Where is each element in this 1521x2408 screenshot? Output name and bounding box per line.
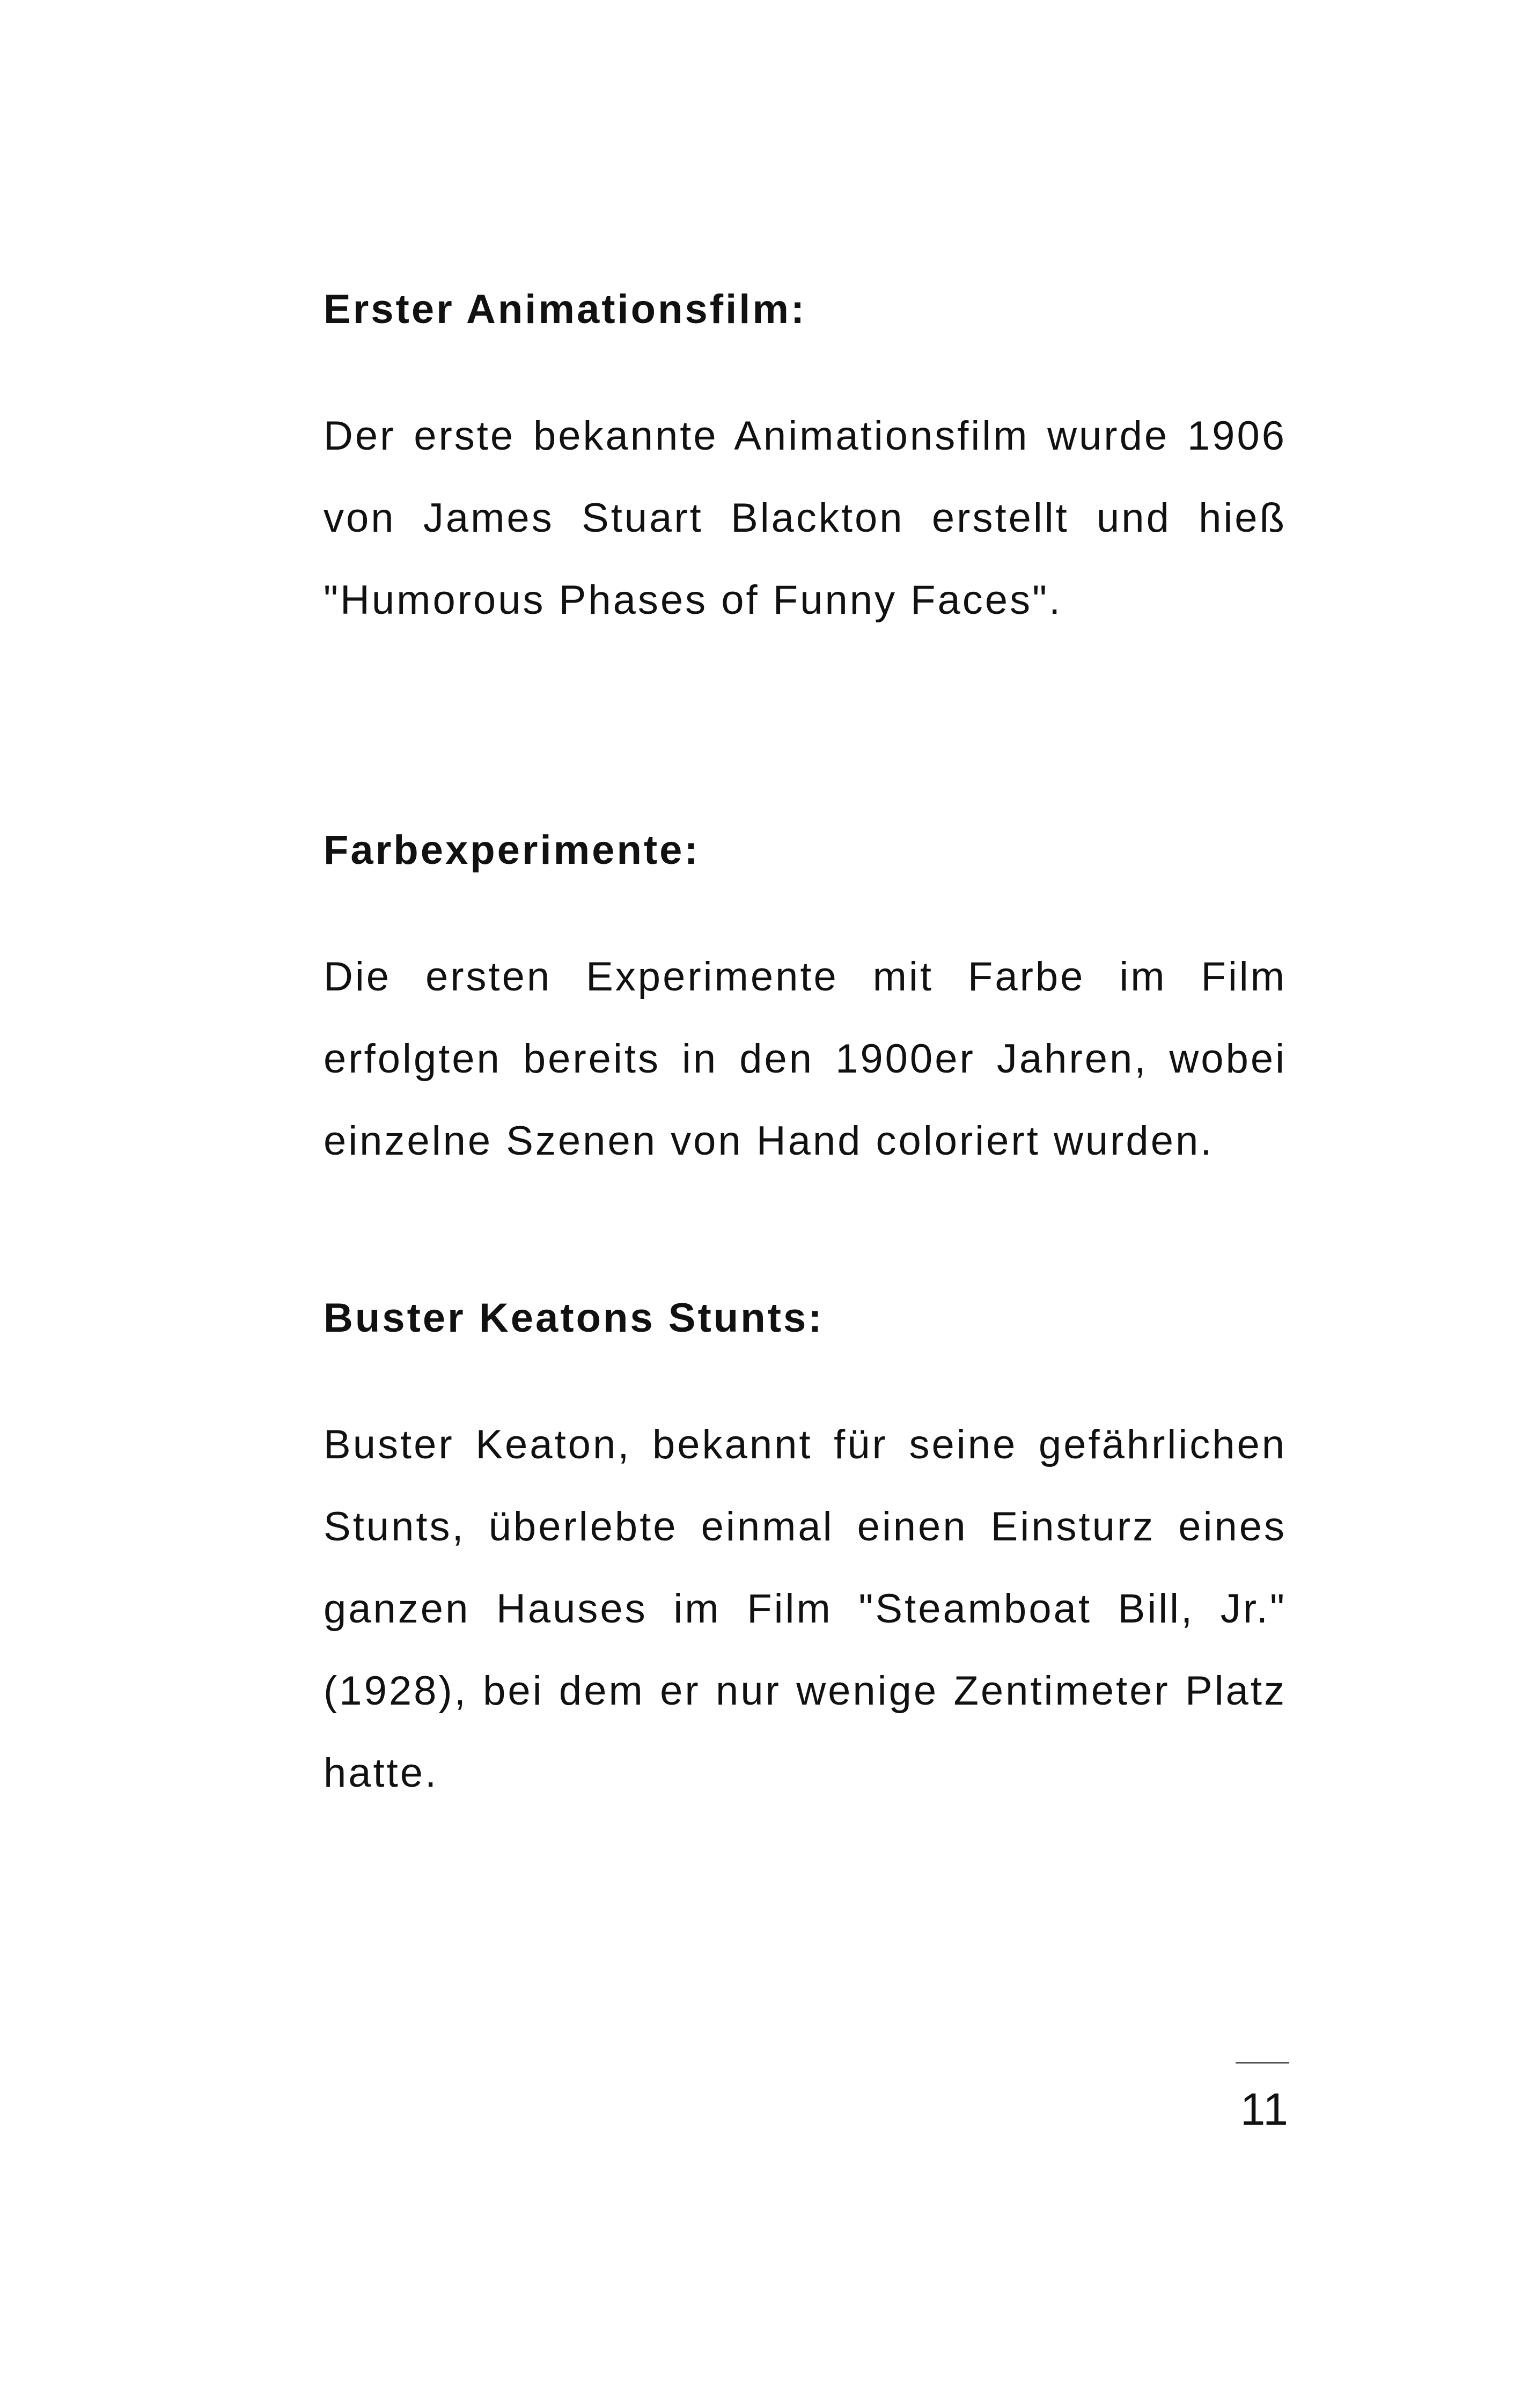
- section-heading-color-experiments: Farbexperimente:: [324, 827, 700, 873]
- section-heading-first-animation: Erster Animationsfilm:: [324, 287, 807, 332]
- page-number-rule: [1236, 2062, 1289, 2064]
- section-body-keaton-stunts: Buster Keaton, bekannt für seine gefährlichen Stunts, überlebte einmal einen Einsturz eines ganzen Hauses im Film "Steamboat Bill, Jr." (1928), bei dem er nur wenige Zentimeter Platz hatte.: [324, 1422, 1287, 1796]
- section-body-color-experiments: Die ersten Experimente mit Farbe im Film erfolgten bereits in den 1900er Jahren, wobei einzelne Szenen von Hand coloriert wurden.: [324, 954, 1287, 1164]
- section-heading-keaton-stunts: Buster Keatons Stunts:: [324, 1295, 824, 1341]
- page-number: 11: [1240, 2084, 1289, 2134]
- section-body-first-animation: Der erste bekannte Animationsfilm wurde 1906 von James Stuart Blackton erstellt und hieß "Humorous Phases of Funny Faces".: [324, 413, 1287, 623]
